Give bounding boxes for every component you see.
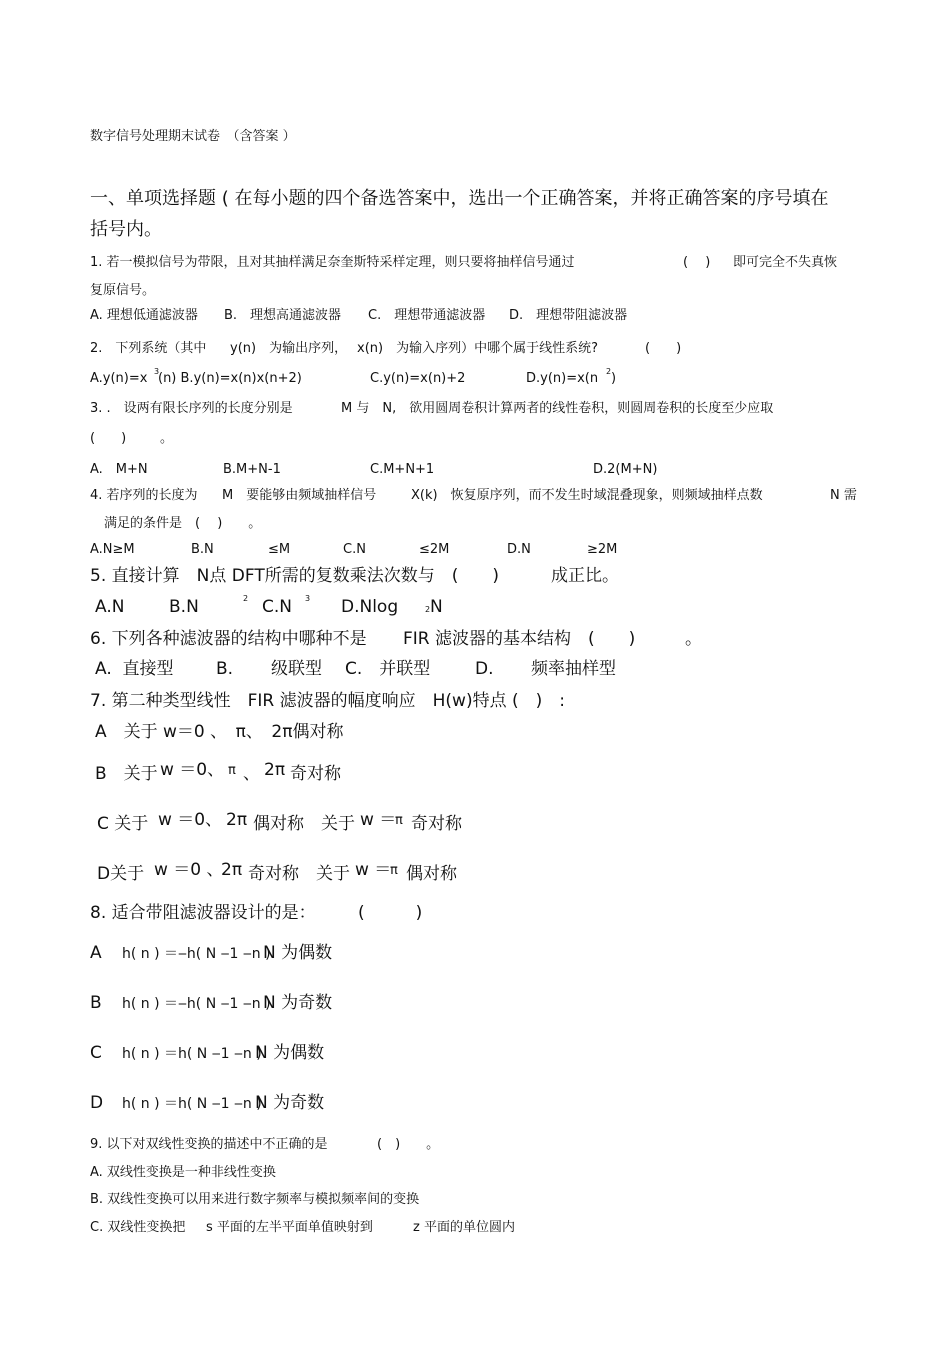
q4-stem-part2: M 要能够由频域抽样信号: [222, 488, 377, 503]
q1-stem-line2: 复原信号。: [90, 283, 156, 298]
q2-option-a-superscript: 3: [154, 367, 160, 376]
q3-option-b: B.M+N-1: [223, 462, 281, 477]
q7-option-b-text: 奇对称: [290, 764, 341, 784]
q6-option-a: A. 直接型: [95, 659, 174, 679]
q7-option-d-w: w ＝0 、: [154, 860, 224, 880]
q5-option-c-superscript: 3: [305, 594, 311, 603]
q2-option-a: A.y(n)=x: [90, 371, 148, 386]
q1-stem: 1. 若一模拟信号为带限，且对其抽样满足奈奎斯特采样定理，则只要将抽样信号通过: [90, 255, 575, 270]
q9-option-b: B. 双线性变换可以用来进行数字频率与模拟频率间的变换: [90, 1192, 420, 1207]
q8-option-b-label: B: [90, 993, 102, 1013]
q2-option-a-tail: (n) B.y(n)=x(n)x(n+2): [158, 371, 302, 386]
q4-stem-part4: N 需: [830, 488, 857, 503]
q7-option-d-text: 奇对称 关于: [248, 864, 350, 884]
q7-option-c-label: C 关于: [97, 814, 149, 834]
q8-option-c-condition: N 为偶数: [255, 1043, 325, 1063]
q4-stem-part3: X(k) 恢复原序列，而不发生时域混叠现象，则频域抽样点数: [411, 488, 763, 503]
q8-option-b-condition: N 为奇数: [263, 993, 333, 1013]
q9-option-c-part1: C. 双线性变换把: [90, 1220, 186, 1235]
q2-stem-part3: x(n) 为输入序列）中哪个属于线性系统?: [357, 341, 598, 356]
q6-stem-part2: FIR 滤波器的基本结构 ( ): [403, 629, 636, 649]
q9-answer-paren: ( ) 。: [377, 1137, 440, 1152]
q4-option-d-condition: ≥2M: [587, 542, 618, 557]
q9-stem: 9. 以下对双线性变换的描述中不正确的是: [90, 1137, 328, 1152]
q1-option-b: B. 理想高通滤波器: [224, 308, 342, 323]
q2-option-d-superscript: 2: [606, 367, 612, 376]
q7-option-c-text: 偶对称 关于: [253, 814, 355, 834]
q2-option-c: C.y(n)=x(n)+2: [370, 371, 466, 386]
q7-option-c-pi: π: [395, 813, 403, 828]
q9-option-c-part3: z 平面的单位圆内: [413, 1220, 515, 1235]
q5-option-d-subscript: 2: [425, 605, 431, 614]
q3-option-a: A. M+N: [90, 462, 148, 477]
q8-answer-paren: ( ): [358, 903, 423, 923]
q7-option-b-w: w ＝0、: [160, 760, 225, 780]
q4-option-a: A.N≥M: [90, 542, 135, 557]
q8-option-d-formula: h( n ) ＝h( N ‒1 ‒n ): [122, 1096, 262, 1112]
q1-option-d: D. 理想带阻滤波器: [509, 308, 628, 323]
q9-option-c-part2: s 平面的左半平面单值映射到: [206, 1220, 373, 1235]
q7-option-c-2pi: 2π: [226, 810, 248, 830]
q8-option-c-formula: h( n ) ＝h( N ‒1 ‒n ): [122, 1046, 262, 1062]
q2-answer-paren: ( ): [645, 341, 682, 356]
q5-option-b-superscript: 2: [243, 594, 249, 603]
q8-option-b-formula: h( n ) ＝‒h( N ‒1 ‒n ): [122, 996, 271, 1012]
q3-stem-part1: 3. . 设两有限长序列的长度分别是: [90, 401, 293, 416]
q2-stem-part2: y(n) 为输出序列，: [230, 341, 348, 356]
q5-option-a: A.N: [95, 597, 125, 617]
q9-option-a: A. 双线性变换是一种非线性变换: [90, 1165, 276, 1180]
q3-option-d: D.2(M+N): [593, 462, 658, 477]
q7-option-d-pi: π: [390, 863, 398, 878]
q6-option-d-text: 频率抽样型: [531, 659, 616, 679]
q8-option-a-label: A: [90, 943, 102, 963]
q5-stem-tail: 成正比。: [551, 566, 619, 586]
q8-option-d-label: D: [90, 1093, 104, 1113]
q3-answer-paren: ( ): [90, 431, 127, 446]
q6-option-c: C. 并联型: [345, 659, 431, 679]
q5-option-d-tail: N: [430, 597, 443, 617]
q8-stem: 8. 适合带阻滤波器设计的是：: [90, 903, 316, 923]
q3-stem-end: 。: [160, 431, 174, 446]
q4-option-b: B.N: [191, 542, 214, 557]
q8-option-c-label: C: [90, 1043, 102, 1063]
q5-option-b: B.N: [169, 597, 199, 617]
section-heading-line2: 括号内。: [90, 219, 162, 240]
q6-option-b: B.: [216, 659, 234, 679]
q2-stem-part1: 2. 下列系统（其中: [90, 341, 207, 356]
q6-option-d: D.: [475, 659, 494, 679]
q1-option-c: C. 理想带通滤波器: [368, 308, 486, 323]
q7-option-d-2pi: 2π: [221, 860, 243, 880]
q6-option-b-text: 级联型: [271, 659, 322, 679]
q2-option-d: D.y(n)=x(n: [526, 371, 599, 386]
q6-stem-part1: 6. 下列各种滤波器的结构中哪种不是: [90, 629, 367, 649]
q1-answer-paren: ( ): [683, 255, 711, 270]
q8-option-a-formula: h( n ) ＝‒h( N ‒1 ‒n ): [122, 946, 271, 962]
q7-option-c-text2: 奇对称: [411, 814, 462, 834]
q6-stem-end: 。: [685, 629, 702, 649]
q7-option-c-w: w ＝0、: [158, 810, 223, 830]
q8-option-d-condition: N 为奇数: [255, 1093, 325, 1113]
q5-stem: 5. 直接计算 N点 DFT所需的复数乘法次数与 ( ): [90, 566, 499, 586]
q4-option-b-condition: ≤M: [268, 542, 291, 557]
q4-option-c: C.N: [343, 542, 366, 557]
q7-option-d-text2: 偶对称: [406, 864, 457, 884]
q4-stem-part1: 4. 若序列的长度为: [90, 488, 198, 503]
q7-option-a: A 关于 w＝0 、 π、 2π偶对称: [95, 722, 344, 742]
document-title: 数字信号处理期末试卷 （含答案 ）: [90, 129, 296, 144]
q7-option-d-label: D关于: [97, 864, 145, 884]
q5-option-d: D.Nlog: [341, 597, 399, 617]
q5-option-c: C.N: [262, 597, 292, 617]
q4-option-d: D.N: [507, 542, 531, 557]
q1-stem-tail: 即可完全不失真恢: [733, 255, 838, 270]
q7-option-b-2pi: 2π: [264, 760, 286, 780]
q3-option-c: C.M+N+1: [370, 462, 435, 477]
section-heading-line1: 一、单项选择题 ( 在每小题的四个备选答案中，选出一个正确答案，并将正确答案的序号填在: [90, 188, 829, 209]
q4-stem-line2: 满足的条件是 ( ) 。: [104, 516, 262, 531]
q7-option-b-label: B 关于: [95, 764, 158, 784]
q2-option-d-tail: ): [611, 371, 617, 386]
q1-option-a: A. 理想低通滤波器: [90, 308, 198, 323]
q7-option-b-sep: 、: [243, 764, 260, 784]
q3-stem-part2: M 与 N, 欲用圆周卷积计算两者的线性卷积，则圆周卷积的长度至少应取: [341, 401, 774, 416]
q7-stem: 7. 第二种类型线性 FIR 滤波器的幅度响应 H(w)特点 ( ) :: [90, 691, 565, 711]
q7-option-b-pi: π: [228, 763, 236, 778]
q7-option-d-w2: w ＝: [355, 860, 392, 880]
q4-option-c-condition: ≤2M: [419, 542, 450, 557]
q8-option-a-condition: N 为偶数: [263, 943, 333, 963]
q7-option-c-w2: w ＝: [360, 810, 397, 830]
